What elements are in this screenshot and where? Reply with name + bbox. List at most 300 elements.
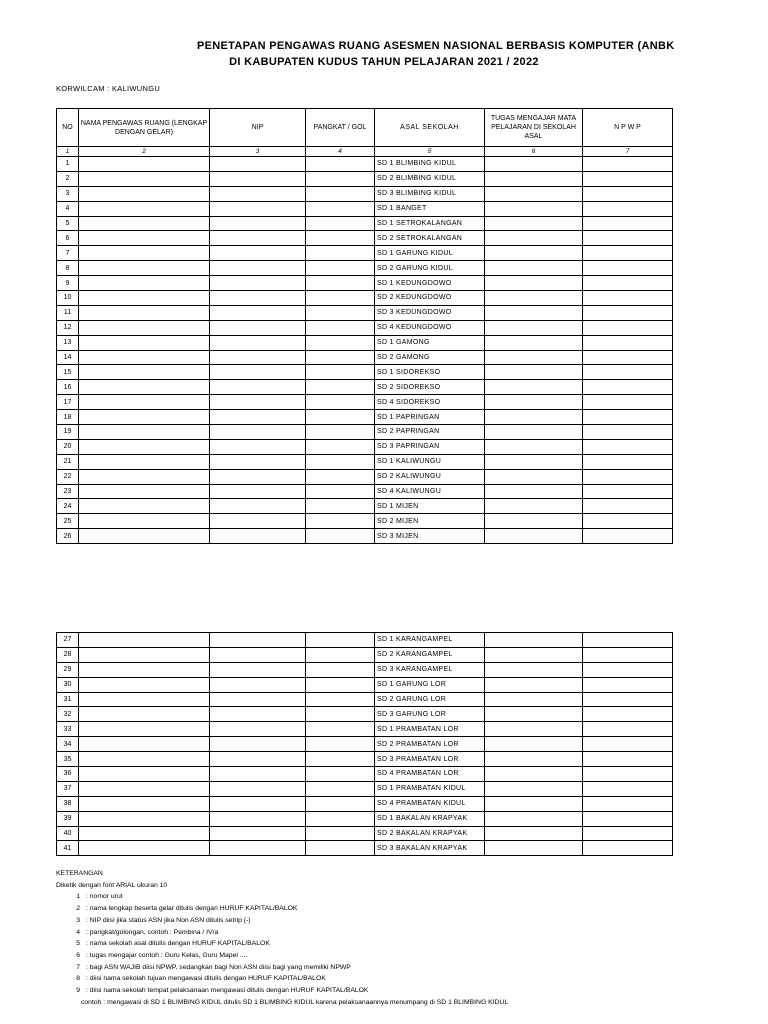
- school-cell: SD 4 SIDOREKSO: [375, 395, 485, 410]
- school-cell: SD 1 GARUNG KIDUL: [375, 246, 485, 261]
- table-row: [57, 261, 673, 276]
- name-cell: [79, 529, 210, 544]
- name-cell: [79, 722, 210, 737]
- npwp-cell: [583, 514, 673, 529]
- note-text: : nama lengkap beserta gelar ditulis dengan HURUF KAPITAL/BALOK: [86, 905, 298, 913]
- school-cell: SD 3 MIJEN: [375, 529, 485, 544]
- npwp-cell: [583, 454, 673, 469]
- rank-cell: [306, 767, 375, 782]
- teaching-duty-cell: [485, 335, 583, 350]
- nip-cell: [210, 841, 306, 856]
- school-cell: SD 1 KEDUNGDOWO: [375, 276, 485, 291]
- notes-list: [56, 891, 508, 996]
- school-cell: SD 1 SETROKALANGAN: [375, 216, 485, 231]
- row-number-cell: 28: [57, 647, 79, 662]
- note-item: [56, 962, 508, 974]
- rank-cell: [306, 811, 375, 826]
- row-number-cell: 21: [57, 454, 79, 469]
- teaching-duty-cell: [485, 529, 583, 544]
- row-number-cell: 4: [57, 201, 79, 216]
- npwp-cell: [583, 439, 673, 454]
- table-row: [57, 499, 673, 514]
- school-cell: SD 2 SIDOREKSO: [375, 380, 485, 395]
- school-cell: SD 3 KARANGAMPEL: [375, 662, 485, 677]
- note-text: : pangkat/golongan, contoh : Pembina / IV/a: [86, 928, 219, 936]
- npwp-cell: [583, 781, 673, 796]
- nip-cell: [210, 796, 306, 811]
- rank-cell: [306, 320, 375, 335]
- row-number-cell: 14: [57, 350, 79, 365]
- school-cell: SD 1 SIDOREKSO: [375, 365, 485, 380]
- row-number-cell: 40: [57, 826, 79, 841]
- name-cell: [79, 425, 210, 440]
- row-number-cell: 39: [57, 811, 79, 826]
- nip-cell: [210, 261, 306, 276]
- teaching-duty-cell: [485, 662, 583, 677]
- rank-cell: [306, 157, 375, 172]
- teaching-duty-cell: [485, 677, 583, 692]
- rank-cell: [306, 365, 375, 380]
- npwp-cell: [583, 767, 673, 782]
- note-key: 6: [76, 951, 80, 959]
- name-cell: [79, 737, 210, 752]
- school-cell: SD 3 KEDUNGDOWO: [375, 305, 485, 320]
- teaching-duty-cell: [485, 781, 583, 796]
- name-cell: [79, 439, 210, 454]
- rank-cell: [306, 171, 375, 186]
- rank-cell: [306, 216, 375, 231]
- row-number-cell: 24: [57, 499, 79, 514]
- table-row: [57, 662, 673, 677]
- name-cell: [79, 171, 210, 186]
- teaching-duty-cell: [485, 365, 583, 380]
- row-number-cell: 11: [57, 305, 79, 320]
- row-number-cell: 10: [57, 291, 79, 306]
- teaching-duty-cell: [485, 439, 583, 454]
- name-cell: [79, 395, 210, 410]
- npwp-cell: [583, 410, 673, 425]
- note-item: [56, 938, 508, 950]
- name-cell: [79, 410, 210, 425]
- table-row: [57, 350, 673, 365]
- note-key: 2: [76, 905, 80, 913]
- teaching-duty-cell: [485, 201, 583, 216]
- note-key: 7: [76, 963, 80, 971]
- teaching-duty-cell: [485, 320, 583, 335]
- school-cell: SD 2 PRAMBATAN LOR: [375, 737, 485, 752]
- nip-cell: [210, 186, 306, 201]
- teaching-duty-cell: [485, 231, 583, 246]
- table-row: [57, 781, 673, 796]
- name-cell: [79, 335, 210, 350]
- name-cell: [79, 633, 210, 648]
- row-number-cell: 38: [57, 796, 79, 811]
- note-item: [56, 950, 508, 962]
- table-row: [57, 722, 673, 737]
- teaching-duty-cell: [485, 216, 583, 231]
- school-cell: SD 3 PRAMBATAN LOR: [375, 752, 485, 767]
- row-number-cell: 30: [57, 677, 79, 692]
- nip-cell: [210, 201, 306, 216]
- rank-cell: [306, 707, 375, 722]
- row-number-cell: 8: [57, 261, 79, 276]
- col-header-no: NO: [57, 109, 79, 147]
- table-row: [57, 335, 673, 350]
- col-header-school: ASAL SEKOLAH: [375, 109, 485, 147]
- col-header-rank: PANGKAT / GOL: [306, 109, 375, 147]
- table-row: [57, 677, 673, 692]
- teaching-duty-cell: [485, 380, 583, 395]
- teaching-duty-cell: [485, 246, 583, 261]
- rank-cell: [306, 469, 375, 484]
- rank-cell: [306, 781, 375, 796]
- name-cell: [79, 677, 210, 692]
- teaching-duty-cell: [485, 261, 583, 276]
- name-cell: [79, 796, 210, 811]
- table-row: [57, 692, 673, 707]
- npwp-cell: [583, 796, 673, 811]
- name-cell: [79, 707, 210, 722]
- row-number-cell: 36: [57, 767, 79, 782]
- school-cell: SD 1 KARANGAMPEL: [375, 633, 485, 648]
- table-row: [57, 201, 673, 216]
- table-row: [57, 514, 673, 529]
- nip-cell: [210, 647, 306, 662]
- note-item: [56, 985, 508, 997]
- nip-cell: [210, 499, 306, 514]
- teaching-duty-cell: [485, 752, 583, 767]
- school-cell: SD 1 PRAMBATAN KIDUL: [375, 781, 485, 796]
- teaching-duty-cell: [485, 276, 583, 291]
- nip-cell: [210, 365, 306, 380]
- table-row: [57, 841, 673, 856]
- nip-cell: [210, 246, 306, 261]
- school-cell: SD 2 GARUNG KIDUL: [375, 261, 485, 276]
- name-cell: [79, 261, 210, 276]
- teaching-duty-cell: [485, 811, 583, 826]
- name-cell: [79, 320, 210, 335]
- school-cell: SD 2 KALIWUNGU: [375, 469, 485, 484]
- npwp-cell: [583, 291, 673, 306]
- npwp-cell: [583, 662, 673, 677]
- col-number: 5: [375, 147, 485, 157]
- table-row: [57, 186, 673, 201]
- school-cell: SD 2 KARANGAMPEL: [375, 647, 485, 662]
- table-row: [57, 484, 673, 499]
- row-number-cell: 37: [57, 781, 79, 796]
- teaching-duty-cell: [485, 707, 583, 722]
- col-header-name: NAMA PENGAWAS RUANG (LENGKAP DENGAN GELAR): [79, 109, 210, 147]
- npwp-cell: [583, 276, 673, 291]
- table-row: [57, 425, 673, 440]
- note-item: [56, 927, 508, 939]
- note-item: [56, 973, 508, 985]
- row-number-cell: 17: [57, 395, 79, 410]
- school-cell: SD 2 BLIMBING KIDUL: [375, 171, 485, 186]
- rank-cell: [306, 529, 375, 544]
- teaching-duty-cell: [485, 767, 583, 782]
- note-text: : NIP diisi jika status ASN jika Non ASN ditulis setrip (-): [86, 916, 251, 924]
- row-number-cell: 12: [57, 320, 79, 335]
- row-number-cell: 19: [57, 425, 79, 440]
- note-item: [56, 891, 508, 903]
- rank-cell: [306, 246, 375, 261]
- note-key: 8: [76, 975, 80, 983]
- table-row: [57, 246, 673, 261]
- row-number-cell: 34: [57, 737, 79, 752]
- teaching-duty-cell: [485, 633, 583, 648]
- row-number-cell: 20: [57, 439, 79, 454]
- table-row: [57, 380, 673, 395]
- nip-cell: [210, 677, 306, 692]
- note-key: 9: [76, 987, 80, 995]
- nip-cell: [210, 514, 306, 529]
- rank-cell: [306, 752, 375, 767]
- npwp-cell: [583, 752, 673, 767]
- nip-cell: [210, 425, 306, 440]
- note-key: 1: [76, 893, 80, 901]
- rank-cell: [306, 410, 375, 425]
- name-cell: [79, 291, 210, 306]
- npwp-cell: [583, 425, 673, 440]
- rank-cell: [306, 439, 375, 454]
- name-cell: [79, 752, 210, 767]
- document-title-line2: DI KABUPATEN KUDUS TAHUN PELAJARAN 2021 / 2022: [229, 56, 539, 68]
- table-row: [57, 796, 673, 811]
- school-cell: SD 2 KEDUNGDOWO: [375, 291, 485, 306]
- teaching-duty-cell: [485, 841, 583, 856]
- table-row: [57, 469, 673, 484]
- row-number-cell: 1: [57, 157, 79, 172]
- row-number-cell: 18: [57, 410, 79, 425]
- nip-cell: [210, 484, 306, 499]
- teaching-duty-cell: [485, 350, 583, 365]
- name-cell: [79, 692, 210, 707]
- rank-cell: [306, 722, 375, 737]
- col-number: 4: [306, 147, 375, 157]
- col-number: 2: [79, 147, 210, 157]
- row-number-cell: 32: [57, 707, 79, 722]
- col-number: 1: [57, 147, 79, 157]
- npwp-cell: [583, 469, 673, 484]
- rank-cell: [306, 291, 375, 306]
- table-header-row: [57, 109, 673, 147]
- npwp-cell: [583, 246, 673, 261]
- npwp-cell: [583, 157, 673, 172]
- npwp-cell: [583, 186, 673, 201]
- npwp-cell: [583, 350, 673, 365]
- note-text: : tugas mengajar contoh : Guru Kelas, Guru Mapel ....: [86, 951, 248, 959]
- teaching-duty-cell: [485, 514, 583, 529]
- rank-cell: [306, 677, 375, 692]
- school-cell: SD 3 PAPRINGAN: [375, 439, 485, 454]
- school-cell: SD 3 BAKALAN KRAPYAK: [375, 841, 485, 856]
- rank-cell: [306, 231, 375, 246]
- rank-cell: [306, 395, 375, 410]
- teaching-duty-cell: [485, 171, 583, 186]
- rank-cell: [306, 662, 375, 677]
- rank-cell: [306, 350, 375, 365]
- col-number: 3: [210, 147, 306, 157]
- column-number-row: [57, 147, 673, 157]
- teaching-duty-cell: [485, 499, 583, 514]
- name-cell: [79, 305, 210, 320]
- school-cell: SD 4 KEDUNGDOWO: [375, 320, 485, 335]
- table-row: [57, 811, 673, 826]
- col-header-npwp: N P W P: [583, 109, 673, 147]
- nip-cell: [210, 335, 306, 350]
- nip-cell: [210, 291, 306, 306]
- nip-cell: [210, 707, 306, 722]
- name-cell: [79, 365, 210, 380]
- rank-cell: [306, 335, 375, 350]
- table-row: [57, 633, 673, 648]
- nip-cell: [210, 722, 306, 737]
- rank-cell: [306, 276, 375, 291]
- teaching-duty-cell: [485, 410, 583, 425]
- teaching-duty-cell: [485, 737, 583, 752]
- rank-cell: [306, 514, 375, 529]
- row-number-cell: 26: [57, 529, 79, 544]
- school-cell: SD 2 GARUNG LOR: [375, 692, 485, 707]
- nip-cell: [210, 662, 306, 677]
- notes-subtitle: Diketik dengan font ARIAL ukuran 10: [56, 881, 168, 889]
- name-cell: [79, 841, 210, 856]
- nip-cell: [210, 529, 306, 544]
- row-number-cell: 35: [57, 752, 79, 767]
- rank-cell: [306, 454, 375, 469]
- row-number-cell: 25: [57, 514, 79, 529]
- note-text: : bagi ASN WAJIB diisi NPWP, sedangkan bagi Non ASN diisi bagi yang memiliki NPWP: [86, 963, 351, 971]
- nip-cell: [210, 231, 306, 246]
- table-row: [57, 320, 673, 335]
- npwp-cell: [583, 647, 673, 662]
- npwp-cell: [583, 261, 673, 276]
- note-text: : diisi nama sekolah tempat pelaksanaan mengawasi ditulis dengan HURUF KAPITAL/BALOK: [86, 987, 369, 995]
- row-number-cell: 41: [57, 841, 79, 856]
- teaching-duty-cell: [485, 305, 583, 320]
- nip-cell: [210, 811, 306, 826]
- row-number-cell: 2: [57, 171, 79, 186]
- rank-cell: [306, 826, 375, 841]
- school-cell: SD 1 GAMONG: [375, 335, 485, 350]
- row-number-cell: 7: [57, 246, 79, 261]
- row-number-cell: 16: [57, 380, 79, 395]
- row-number-cell: 13: [57, 335, 79, 350]
- teaching-duty-cell: [485, 157, 583, 172]
- nip-cell: [210, 767, 306, 782]
- nip-cell: [210, 781, 306, 796]
- school-cell: SD 2 GAMONG: [375, 350, 485, 365]
- table-row: [57, 216, 673, 231]
- table-row: [57, 365, 673, 380]
- nip-cell: [210, 692, 306, 707]
- npwp-cell: [583, 231, 673, 246]
- note-key: 5: [76, 940, 80, 948]
- nip-cell: [210, 157, 306, 172]
- name-cell: [79, 469, 210, 484]
- table-row: [57, 752, 673, 767]
- nip-cell: [210, 752, 306, 767]
- name-cell: [79, 201, 210, 216]
- table-row: [57, 439, 673, 454]
- table-body-part2: [57, 633, 673, 856]
- rank-cell: [306, 633, 375, 648]
- school-cell: SD 4 PRAMBATAN LOR: [375, 767, 485, 782]
- row-number-cell: 15: [57, 365, 79, 380]
- npwp-cell: [583, 216, 673, 231]
- rank-cell: [306, 796, 375, 811]
- name-cell: [79, 826, 210, 841]
- name-cell: [79, 186, 210, 201]
- rank-cell: [306, 425, 375, 440]
- korwilcam-label: KORWILCAM : KALIWUNGU: [56, 84, 161, 93]
- name-cell: [79, 216, 210, 231]
- name-cell: [79, 380, 210, 395]
- teaching-duty-cell: [485, 484, 583, 499]
- notes-title: KETERANGAN: [56, 870, 103, 877]
- name-cell: [79, 246, 210, 261]
- row-number-cell: 3: [57, 186, 79, 201]
- rank-cell: [306, 305, 375, 320]
- teaching-duty-cell: [485, 692, 583, 707]
- nip-cell: [210, 454, 306, 469]
- name-cell: [79, 662, 210, 677]
- col-header-teaching-duty: TUGAS MENGAJAR MATA PELAJARAN DI SEKOLAH ASAL: [485, 109, 583, 147]
- nip-cell: [210, 350, 306, 365]
- teaching-duty-cell: [485, 291, 583, 306]
- row-number-cell: 5: [57, 216, 79, 231]
- school-cell: SD 1 BLIMBING KIDUL: [375, 157, 485, 172]
- note-item: [56, 903, 508, 915]
- table-row: [57, 454, 673, 469]
- row-number-cell: 22: [57, 469, 79, 484]
- supervisor-table-part2: [56, 632, 673, 856]
- note-text: : nomor urut: [86, 893, 123, 901]
- document-title-line1: PENETAPAN PENGAWAS RUANG ASESMEN NASIONAL BERBASIS KOMPUTER (ANBK: [197, 40, 675, 52]
- row-number-cell: 33: [57, 722, 79, 737]
- teaching-duty-cell: [485, 826, 583, 841]
- school-cell: SD 3 BLIMBING KIDUL: [375, 186, 485, 201]
- name-cell: [79, 350, 210, 365]
- teaching-duty-cell: [485, 395, 583, 410]
- rank-cell: [306, 737, 375, 752]
- teaching-duty-cell: [485, 647, 583, 662]
- npwp-cell: [583, 171, 673, 186]
- teaching-duty-cell: [485, 469, 583, 484]
- table-row: [57, 647, 673, 662]
- rank-cell: [306, 186, 375, 201]
- npwp-cell: [583, 826, 673, 841]
- nip-cell: [210, 737, 306, 752]
- row-number-cell: 9: [57, 276, 79, 291]
- table-row: [57, 395, 673, 410]
- name-cell: [79, 157, 210, 172]
- teaching-duty-cell: [485, 186, 583, 201]
- name-cell: [79, 484, 210, 499]
- nip-cell: [210, 380, 306, 395]
- name-cell: [79, 499, 210, 514]
- table-row: [57, 410, 673, 425]
- npwp-cell: [583, 201, 673, 216]
- rank-cell: [306, 499, 375, 514]
- note-item: [56, 915, 508, 927]
- rank-cell: [306, 484, 375, 499]
- school-cell: SD 2 PAPRINGAN: [375, 425, 485, 440]
- npwp-cell: [583, 320, 673, 335]
- row-number-cell: 23: [57, 484, 79, 499]
- name-cell: [79, 231, 210, 246]
